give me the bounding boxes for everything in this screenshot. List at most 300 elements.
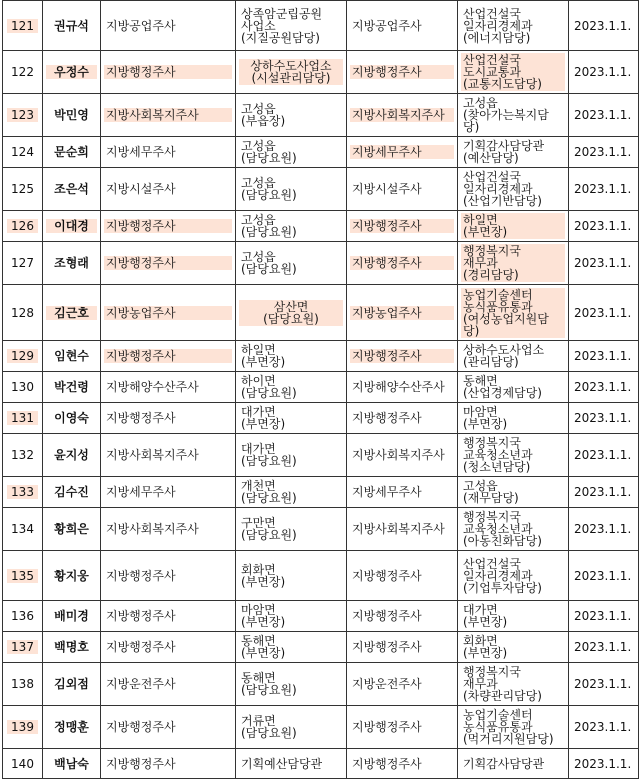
new-rank: 지방행정주사 <box>352 411 422 425</box>
effective-date: 2023.1.1. <box>574 522 632 536</box>
effective-date: 2023.1.1. <box>574 349 632 363</box>
row-number: 138 <box>11 677 34 691</box>
table-row <box>3 168 639 211</box>
current-post-cell <box>236 372 347 403</box>
row-number-cell <box>3 94 43 137</box>
effective-date: 2023.1.1. <box>574 256 632 270</box>
current-rank: 지방사회복지주사 <box>104 108 232 122</box>
table-row <box>3 242 639 285</box>
employee-name: 문순희 <box>54 145 89 159</box>
effective-date: 2023.1.1. <box>574 568 632 583</box>
current-rank-cell <box>101 477 236 508</box>
current-rank-cell <box>101 168 236 211</box>
employee-name-cell <box>43 508 101 551</box>
row-number: 122 <box>11 65 34 79</box>
effective-date: 2023.1.1. <box>574 219 632 233</box>
current-post: 기획예산담당관 <box>241 756 323 771</box>
employee-name: 배미경 <box>54 609 89 623</box>
current-rank: 지방행정주사 <box>104 65 232 79</box>
current-post-cell <box>236 51 347 94</box>
effective-date: 2023.1.1. <box>574 448 632 462</box>
new-post-cell <box>458 434 569 477</box>
row-number: 126 <box>7 219 38 233</box>
current-rank-cell <box>101 242 236 285</box>
current-post-cell <box>236 663 347 706</box>
new-rank-cell <box>347 508 458 551</box>
new-post: 산업건설국 일자리경제과 (기업투자담당) <box>463 556 542 595</box>
table-row <box>3 706 639 749</box>
employee-name-cell <box>43 137 101 168</box>
effective-date-cell <box>569 749 639 779</box>
new-post: 행정복지국 재무과 (차량관리담당) <box>463 665 542 703</box>
row-number-cell <box>3 137 43 168</box>
effective-date: 2023.1.1. <box>574 108 632 122</box>
current-rank-cell <box>101 663 236 706</box>
new-post: 행정복지국 교육청소년과 (청소년담당) <box>463 436 533 474</box>
current-post: 회화면 (부면장) <box>241 562 286 589</box>
effective-date-cell <box>569 632 639 663</box>
employee-name-cell <box>43 551 101 601</box>
current-post-cell <box>236 403 347 434</box>
current-rank-cell <box>101 51 236 94</box>
row-number: 124 <box>11 145 34 159</box>
current-rank: 지방해양수산주사 <box>106 380 199 394</box>
table-row <box>3 601 639 632</box>
current-rank: 지방농업주사 <box>104 306 232 320</box>
row-number-cell <box>3 477 43 508</box>
effective-date: 2023.1.1. <box>574 485 632 499</box>
table-row <box>3 137 639 168</box>
row-number-cell <box>3 434 43 477</box>
row-number-cell <box>3 242 43 285</box>
row-number: 131 <box>7 411 38 425</box>
employee-name: 김외점 <box>54 677 89 691</box>
row-number: 129 <box>7 349 38 363</box>
row-number: 125 <box>11 182 34 196</box>
row-number: 123 <box>7 108 38 122</box>
current-post-cell <box>236 211 347 242</box>
employee-name: 조형래 <box>54 256 89 270</box>
new-post: 하일면 (부면장) <box>461 213 565 239</box>
new-post-cell <box>458 137 569 168</box>
new-rank-cell <box>347 403 458 434</box>
new-post: 농업기술센터 농식품유통과 (먹거리지원담당) <box>463 708 554 746</box>
row-number-cell <box>3 508 43 551</box>
new-post-cell <box>458 663 569 706</box>
current-post: 동해면 (담당요원) <box>241 671 297 697</box>
current-rank-cell <box>101 211 236 242</box>
effective-date: 2023.1.1. <box>574 182 632 196</box>
new-rank-cell <box>347 551 458 601</box>
new-rank: 지방행정주사 <box>352 720 422 734</box>
new-rank: 지방세무주사 <box>350 145 454 159</box>
row-number-cell <box>3 211 43 242</box>
new-post: 고성읍 (재무담당) <box>463 479 519 505</box>
row-number: 134 <box>11 522 34 536</box>
new-post: 마암면 (부면장) <box>463 405 508 431</box>
table-row <box>3 508 639 551</box>
effective-date-cell <box>569 137 639 168</box>
table-body <box>3 1 639 779</box>
new-rank-cell <box>347 632 458 663</box>
new-post: 산업건설국 일자리경제과 (산업기반담당) <box>463 170 542 208</box>
new-post: 산업건설국 도시교통과 (교통지도담당) <box>461 53 565 91</box>
row-number-cell <box>3 168 43 211</box>
row-number-cell <box>3 749 43 779</box>
new-post-cell <box>458 508 569 551</box>
new-rank: 지방행정주사 <box>350 256 454 270</box>
new-rank-cell <box>347 94 458 137</box>
row-number-cell <box>3 372 43 403</box>
new-rank: 지방사회복지주사 <box>352 522 445 536</box>
new-rank: 지방세무주사 <box>352 485 422 499</box>
effective-date-cell <box>569 508 639 551</box>
table-row <box>3 632 639 663</box>
effective-date-cell <box>569 51 639 94</box>
current-post-cell <box>236 601 347 632</box>
current-post-cell <box>236 632 347 663</box>
new-post-cell <box>458 1 569 51</box>
current-post-cell <box>236 242 347 285</box>
employee-name: 정맹훈 <box>54 720 89 734</box>
effective-date-cell <box>569 94 639 137</box>
effective-date-cell <box>569 403 639 434</box>
effective-date-cell <box>569 477 639 508</box>
current-rank: 지방세무주사 <box>106 485 176 499</box>
new-post: 상하수도사업소 (관리담당) <box>463 343 545 369</box>
employee-name: 이대경 <box>46 219 97 233</box>
row-number: 121 <box>7 19 38 33</box>
current-post-cell <box>236 137 347 168</box>
effective-date-cell <box>569 663 639 706</box>
table-row <box>3 1 639 51</box>
effective-date-cell <box>569 706 639 749</box>
current-rank-cell <box>101 137 236 168</box>
effective-date: 2023.1.1. <box>574 756 632 771</box>
new-rank-cell <box>347 211 458 242</box>
current-rank: 지방사회복지주사 <box>106 522 199 536</box>
personnel-table <box>2 0 639 779</box>
current-post: 마암면 (부면장) <box>241 603 286 629</box>
effective-date-cell <box>569 372 639 403</box>
current-rank: 지방공업주사 <box>106 18 176 33</box>
new-rank-cell <box>347 372 458 403</box>
table-row <box>3 434 639 477</box>
current-rank: 지방행정주사 <box>106 756 176 771</box>
current-rank: 지방운전주사 <box>106 677 176 691</box>
new-post: 행정복지국 재무과 (경리담당) <box>461 244 565 282</box>
row-number-cell <box>3 632 43 663</box>
current-post-cell <box>236 508 347 551</box>
current-post-cell <box>236 477 347 508</box>
table-row <box>3 94 639 137</box>
employee-name-cell <box>43 403 101 434</box>
effective-date: 2023.1.1. <box>574 145 632 159</box>
current-rank-cell <box>101 706 236 749</box>
row-number: 133 <box>7 485 38 499</box>
current-rank-cell <box>101 632 236 663</box>
row-number: 132 <box>11 448 34 462</box>
new-post-cell <box>458 601 569 632</box>
employee-name-cell <box>43 663 101 706</box>
effective-date: 2023.1.1. <box>574 305 632 320</box>
row-number-cell <box>3 663 43 706</box>
row-number-cell <box>3 403 43 434</box>
row-number-cell <box>3 1 43 51</box>
employee-name-cell <box>43 1 101 51</box>
employee-name: 김수진 <box>54 485 89 499</box>
current-post: 대가면 (담당요원) <box>241 442 297 468</box>
current-rank-cell <box>101 403 236 434</box>
current-rank-cell <box>101 285 236 341</box>
row-number: 130 <box>11 380 34 394</box>
new-rank-cell <box>347 168 458 211</box>
effective-date-cell <box>569 341 639 372</box>
employee-name: 백명호 <box>54 640 89 654</box>
table-row <box>3 341 639 372</box>
new-post-cell <box>458 285 569 341</box>
current-rank: 지방세무주사 <box>106 145 176 159</box>
new-post-cell <box>458 242 569 285</box>
new-rank-cell <box>347 706 458 749</box>
new-post-cell <box>458 51 569 94</box>
current-rank: 지방행정주사 <box>104 349 232 363</box>
employee-name-cell <box>43 601 101 632</box>
current-post: 구만면 (담당요원) <box>241 516 297 542</box>
employee-name-cell <box>43 434 101 477</box>
new-rank-cell <box>347 51 458 94</box>
current-rank: 지방시설주사 <box>106 182 176 196</box>
new-post: 산업건설국 일자리경제과 (에너지담당) <box>463 6 533 45</box>
employee-name: 조은석 <box>54 182 89 196</box>
table-row <box>3 51 639 94</box>
row-number: 135 <box>7 569 38 583</box>
current-post: 삼산면 (담당요원) <box>239 300 343 326</box>
new-rank-cell <box>347 137 458 168</box>
current-rank-cell <box>101 372 236 403</box>
employee-name: 박건령 <box>54 380 89 394</box>
table-row <box>3 211 639 242</box>
new-rank: 지방시설주사 <box>352 182 422 196</box>
new-post-cell <box>458 403 569 434</box>
current-post: 고성읍 (담당요원) <box>241 176 297 202</box>
table-row <box>3 403 639 434</box>
employee-name-cell <box>43 749 101 779</box>
new-post: 농업기술센터 농식품유통과 (여성농업지원담 당) <box>461 288 565 338</box>
employee-name-cell <box>43 168 101 211</box>
employee-name-cell <box>43 477 101 508</box>
new-post-cell <box>458 551 569 601</box>
current-post: 고성읍 (담당요원) <box>241 139 297 165</box>
effective-date-cell <box>569 168 639 211</box>
current-post: 상족암군립공원 사업소 (지질공원담당) <box>241 6 323 45</box>
employee-name-cell <box>43 285 101 341</box>
new-rank: 지방행정주사 <box>350 65 454 79</box>
current-post: 개천면 (담당요원) <box>241 479 297 505</box>
new-rank-cell <box>347 601 458 632</box>
current-post: 고성읍 (담당요원) <box>241 250 297 276</box>
new-rank: 지방사회복지주사 <box>352 448 445 462</box>
new-rank: 지방농업주사 <box>350 306 454 320</box>
new-rank-cell <box>347 663 458 706</box>
employee-name: 이영숙 <box>54 411 89 425</box>
new-rank: 지방행정주사 <box>352 609 422 623</box>
employee-name: 황희은 <box>54 522 89 536</box>
new-rank-cell <box>347 434 458 477</box>
new-post-cell <box>458 341 569 372</box>
effective-date: 2023.1.1. <box>574 677 632 691</box>
row-number-cell <box>3 51 43 94</box>
new-post-cell <box>458 94 569 137</box>
new-post-cell <box>458 749 569 779</box>
current-post: 대가면 (부면장) <box>241 405 286 431</box>
effective-date: 2023.1.1. <box>574 411 632 425</box>
new-rank-cell <box>347 1 458 51</box>
table-row <box>3 477 639 508</box>
current-rank: 지방행정주사 <box>104 256 232 270</box>
new-post-cell <box>458 372 569 403</box>
row-number: 139 <box>7 720 38 734</box>
employee-name: 박민영 <box>54 108 89 122</box>
current-post: 상하수도사업소 (시설관리담당) <box>239 59 343 85</box>
current-rank: 지방행정주사 <box>104 219 232 233</box>
new-post-cell <box>458 211 569 242</box>
employee-name: 임현수 <box>54 349 89 363</box>
current-post-cell <box>236 706 347 749</box>
current-post: 하일면 (부면장) <box>241 343 286 369</box>
employee-name: 백남숙 <box>54 756 89 771</box>
new-post: 기획감사담당관 <box>463 756 545 771</box>
current-rank: 지방행정주사 <box>106 411 176 425</box>
table-row <box>3 749 639 779</box>
new-post: 대가면 (부면장) <box>463 603 508 629</box>
employee-name-cell <box>43 341 101 372</box>
current-rank-cell <box>101 434 236 477</box>
effective-date-cell <box>569 601 639 632</box>
new-rank-cell <box>347 341 458 372</box>
current-rank-cell <box>101 551 236 601</box>
effective-date-cell <box>569 285 639 341</box>
current-post-cell <box>236 1 347 51</box>
current-rank: 지방행정주사 <box>106 720 176 734</box>
new-rank: 지방사회복지주사 <box>350 108 454 122</box>
row-number: 137 <box>7 640 38 654</box>
current-rank-cell <box>101 508 236 551</box>
current-post: 거류면 (담당요원) <box>241 714 297 740</box>
employee-name-cell <box>43 211 101 242</box>
current-rank-cell <box>101 1 236 51</box>
new-rank-cell <box>347 477 458 508</box>
effective-date: 2023.1.1. <box>574 18 632 33</box>
new-post: 동해면 (산업경제담당) <box>463 374 542 400</box>
new-rank: 지방행정주사 <box>352 756 422 771</box>
current-post-cell <box>236 749 347 779</box>
table-row <box>3 285 639 341</box>
new-rank: 지방행정주사 <box>352 640 422 654</box>
employee-name: 김근호 <box>46 306 97 320</box>
effective-date-cell <box>569 242 639 285</box>
new-rank-cell <box>347 749 458 779</box>
effective-date-cell <box>569 551 639 601</box>
employee-name-cell <box>43 94 101 137</box>
new-rank: 지방해양수산주사 <box>352 380 445 394</box>
new-post: 행정복지국 교육청소년과 (아동친화담당) <box>463 510 542 548</box>
employee-name: 권규석 <box>54 18 89 33</box>
current-post: 동해면 (부면장) <box>241 634 286 660</box>
row-number: 136 <box>11 609 34 623</box>
employee-name-cell <box>43 706 101 749</box>
effective-date: 2023.1.1. <box>574 609 632 623</box>
table-row <box>3 372 639 403</box>
new-rank: 지방행정주사 <box>352 568 422 583</box>
row-number: 140 <box>11 756 34 771</box>
new-post: 회화면 (부면장) <box>463 634 508 660</box>
current-post-cell <box>236 434 347 477</box>
employee-name-cell <box>43 242 101 285</box>
current-rank-cell <box>101 749 236 779</box>
row-number-cell <box>3 285 43 341</box>
effective-date-cell <box>569 211 639 242</box>
employee-name-cell <box>43 372 101 403</box>
row-number: 128 <box>11 305 34 320</box>
effective-date: 2023.1.1. <box>574 380 632 394</box>
new-post-cell <box>458 632 569 663</box>
employee-name: 윤지성 <box>54 448 89 462</box>
current-rank-cell <box>101 341 236 372</box>
effective-date-cell <box>569 434 639 477</box>
current-post: 고성읍 (담당요원) <box>241 213 297 239</box>
new-post: 고성읍 (찾아가는복지담 당) <box>463 96 549 134</box>
current-post-cell <box>236 94 347 137</box>
new-rank: 지방행정주사 <box>350 219 454 233</box>
new-rank: 지방공업주사 <box>352 18 422 33</box>
table-row <box>3 551 639 601</box>
row-number-cell <box>3 551 43 601</box>
employee-name: 우정수 <box>46 65 97 79</box>
current-post-cell <box>236 341 347 372</box>
current-rank: 지방행정주사 <box>106 640 176 654</box>
new-post-cell <box>458 477 569 508</box>
current-rank-cell <box>101 601 236 632</box>
effective-date: 2023.1.1. <box>574 720 632 734</box>
new-post-cell <box>458 168 569 211</box>
current-post-cell <box>236 168 347 211</box>
new-rank-cell <box>347 242 458 285</box>
employee-name: 황지웅 <box>54 568 89 583</box>
current-post-cell <box>236 285 347 341</box>
current-post: 하이면 (담당요원) <box>241 374 297 400</box>
row-number-cell <box>3 601 43 632</box>
employee-name-cell <box>43 632 101 663</box>
current-post-cell <box>236 551 347 601</box>
effective-date-cell <box>569 1 639 51</box>
new-rank: 지방행정주사 <box>350 349 454 363</box>
table-row <box>3 663 639 706</box>
new-rank-cell <box>347 285 458 341</box>
row-number-cell <box>3 341 43 372</box>
current-post: 고성읍 (부읍장) <box>241 102 286 128</box>
new-rank: 지방운전주사 <box>352 677 422 691</box>
current-rank-cell <box>101 94 236 137</box>
effective-date: 2023.1.1. <box>574 65 632 79</box>
new-post: 기획감사담당관 (예산담당) <box>463 139 545 165</box>
effective-date: 2023.1.1. <box>574 640 632 654</box>
new-post-cell <box>458 706 569 749</box>
current-rank: 지방행정주사 <box>106 609 176 623</box>
current-rank: 지방행정주사 <box>106 568 176 583</box>
employee-name-cell <box>43 51 101 94</box>
current-rank: 지방사회복지주사 <box>106 448 199 462</box>
